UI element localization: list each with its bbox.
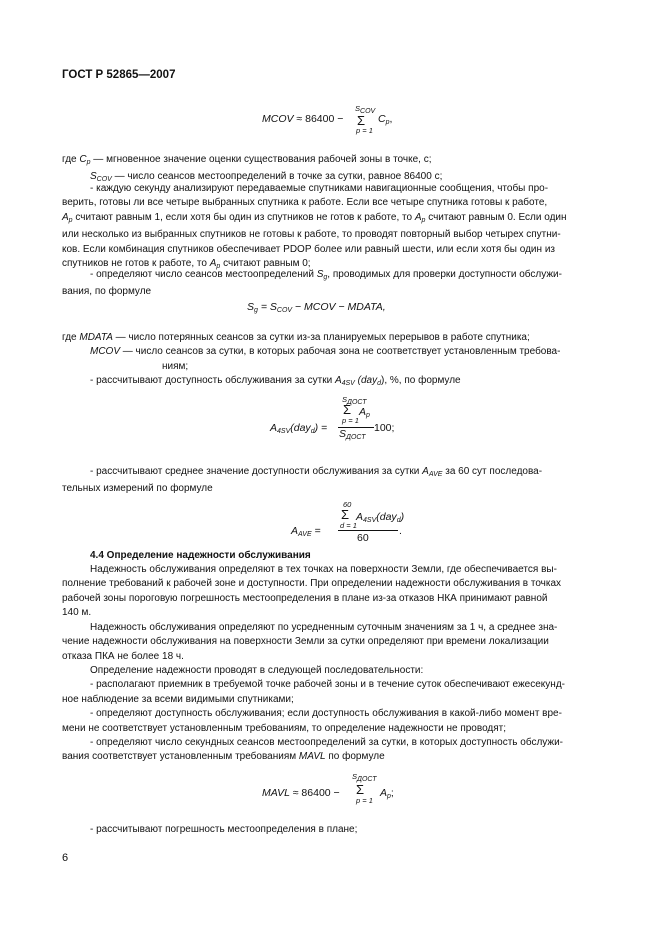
formula-aave-fraction-line (338, 530, 398, 531)
formula-mcov: MCOV ≈ 86400 − (262, 113, 344, 125)
formula-sg: $S_g = S_{COV}$ − MCOV − MDATA, (247, 301, 386, 314)
para-average-availability: - рассчитывают среднее значение доступности обслуживания за сутки $A_{AVE}$ за 60 сут последова- тельных измерений по формуле (62, 466, 543, 495)
page-header: ГОСТ Р 52865—2007 (62, 69, 176, 81)
formula-mavl-sigma: Σ (356, 782, 365, 797)
para-reliability-average: Надежность обслуживания определяют по усредненным суточным значениям за 1 ч, а среднее зна- чение надежности обслуживания на поверхности Земли за сутки определяют при времени локализации отказа ПКА не более 18 ч. (62, 622, 558, 662)
formula-mcov-sum-top: $S_{COV}$ (355, 104, 376, 115)
formula-a4sv-den: $S_{ДОСТ}$ (339, 428, 366, 441)
formula-aave-sum-bottom: d = 1 (340, 521, 357, 530)
formula-mavl-term: $A_p$; (380, 787, 394, 800)
section-title: 4.4 Определение надежности обслуживания (90, 550, 311, 561)
formula-aave: $A_{AVE}$ = (291, 525, 321, 538)
para-definitions-1: где $C_p$ — мгновенное значение оценки существования рабочей зоны в точке, с; $S_{COV}$ — число сеансов местоопределений в точке за сутки, равное 86400 с; (62, 154, 443, 184)
para-position-error: - рассчитывают погрешность местоопределения в плане; (90, 824, 358, 835)
formula-aave-den: 60 (357, 532, 369, 544)
formula-mcov-sigma: Σ (357, 113, 366, 128)
formula-a4sv-num-term: $A_p$ (359, 406, 370, 419)
formula-mcov-sum-bottom: p = 1 (356, 126, 373, 135)
formula-a4sv: $A_{4SV}(day_d)$ = (270, 422, 328, 435)
formula-a4sv-tail: 100; (374, 422, 395, 434)
para-definitions-2: где MDATA — число потерянных сеансов за сутки из-за планируемых перерывов в работе спутника; MCOV — число сеансов за сутки, в которых рабочая зона не соответствует установленным требова- ниям; - рассчитывают доступность обслуживания за сутки $A_{4SV}$ (day$_d$), %, по формуле (62, 332, 561, 388)
para-sessions-count: - определяют число сеансов местоопределений $S_g$, проводимых для проверки доступности обслужи- вания, по формуле (62, 269, 562, 298)
formula-a4sv-sum-bottom: p = 1 (342, 416, 359, 425)
formula-mcov-term: $C_p$, (378, 113, 393, 126)
para-reliability-sequence: Определение надежности проводят в следующей последовательности: - располагают приемник в требуемой точке рабочей зоны и в течение суток обеспечивают ежесекунд- ное наблюдение за всеми видимыми спутниками; - определяют доступность обслуживания; если доступность обслуживания в какой-либо момент вре- мени не соответствует установленным требованиям, то определение надежности не проводят; - определяют число секундных сеансов местоопределений за сутки, в которых доступность обслужи- вания соответствует установленным требованиям MAVL по формуле (62, 665, 565, 763)
para-reliability-intro: Надежность обслуживания определяют в тех точках на поверхности Земли, где обеспечивается вы- полнение требований к рабочей зоне и доступности. При определении надежности обслуживания в точках рабочей зоны пороговую погрешность местоопределения в плане из-за отказов НКА принимают равной 140 м. (62, 564, 562, 619)
formula-mavl-sum-bottom: p = 1 (356, 796, 373, 805)
formula-aave-sum-top: 60 (343, 500, 352, 509)
formula-a4sv-sum-top: $S_{ДОСТ}$ (342, 395, 367, 406)
formula-mavl-sum-top: $S_{ДОСТ}$ (352, 772, 377, 783)
formula-aave-tail: . (399, 525, 402, 537)
page-number: 6 (62, 852, 69, 864)
formula-mavl: MAVL ≈ 86400 − (262, 787, 340, 799)
formula-aave-term: $A_{4SV}(day_d)$ (356, 511, 405, 524)
formula-a4sv-sigma: Σ (343, 402, 352, 417)
formula-aave-sigma: Σ (341, 507, 350, 522)
para-satellite-analysis: - каждую секунду анализируют передаваемые спутниками навигационные сообщения, чтобы про- верить, готовы ли все четыре выбранных спутника к работе. Если все четыре спутника готовы к работе, $A_p$ считают равным 1, если хотя бы один из спутников не готов к работе, то $A_p$ считают равным 0. Если один или несколько из выбранных спутников не готовы к работе, то проводят повторный выбор четырех спутни- ков. Если комбинация спутников обеспечивает PDOP более или равный шести, или если хотя бы один из спутников не готов к работе, то $A_p$ считают равным 0; (62, 183, 567, 271)
